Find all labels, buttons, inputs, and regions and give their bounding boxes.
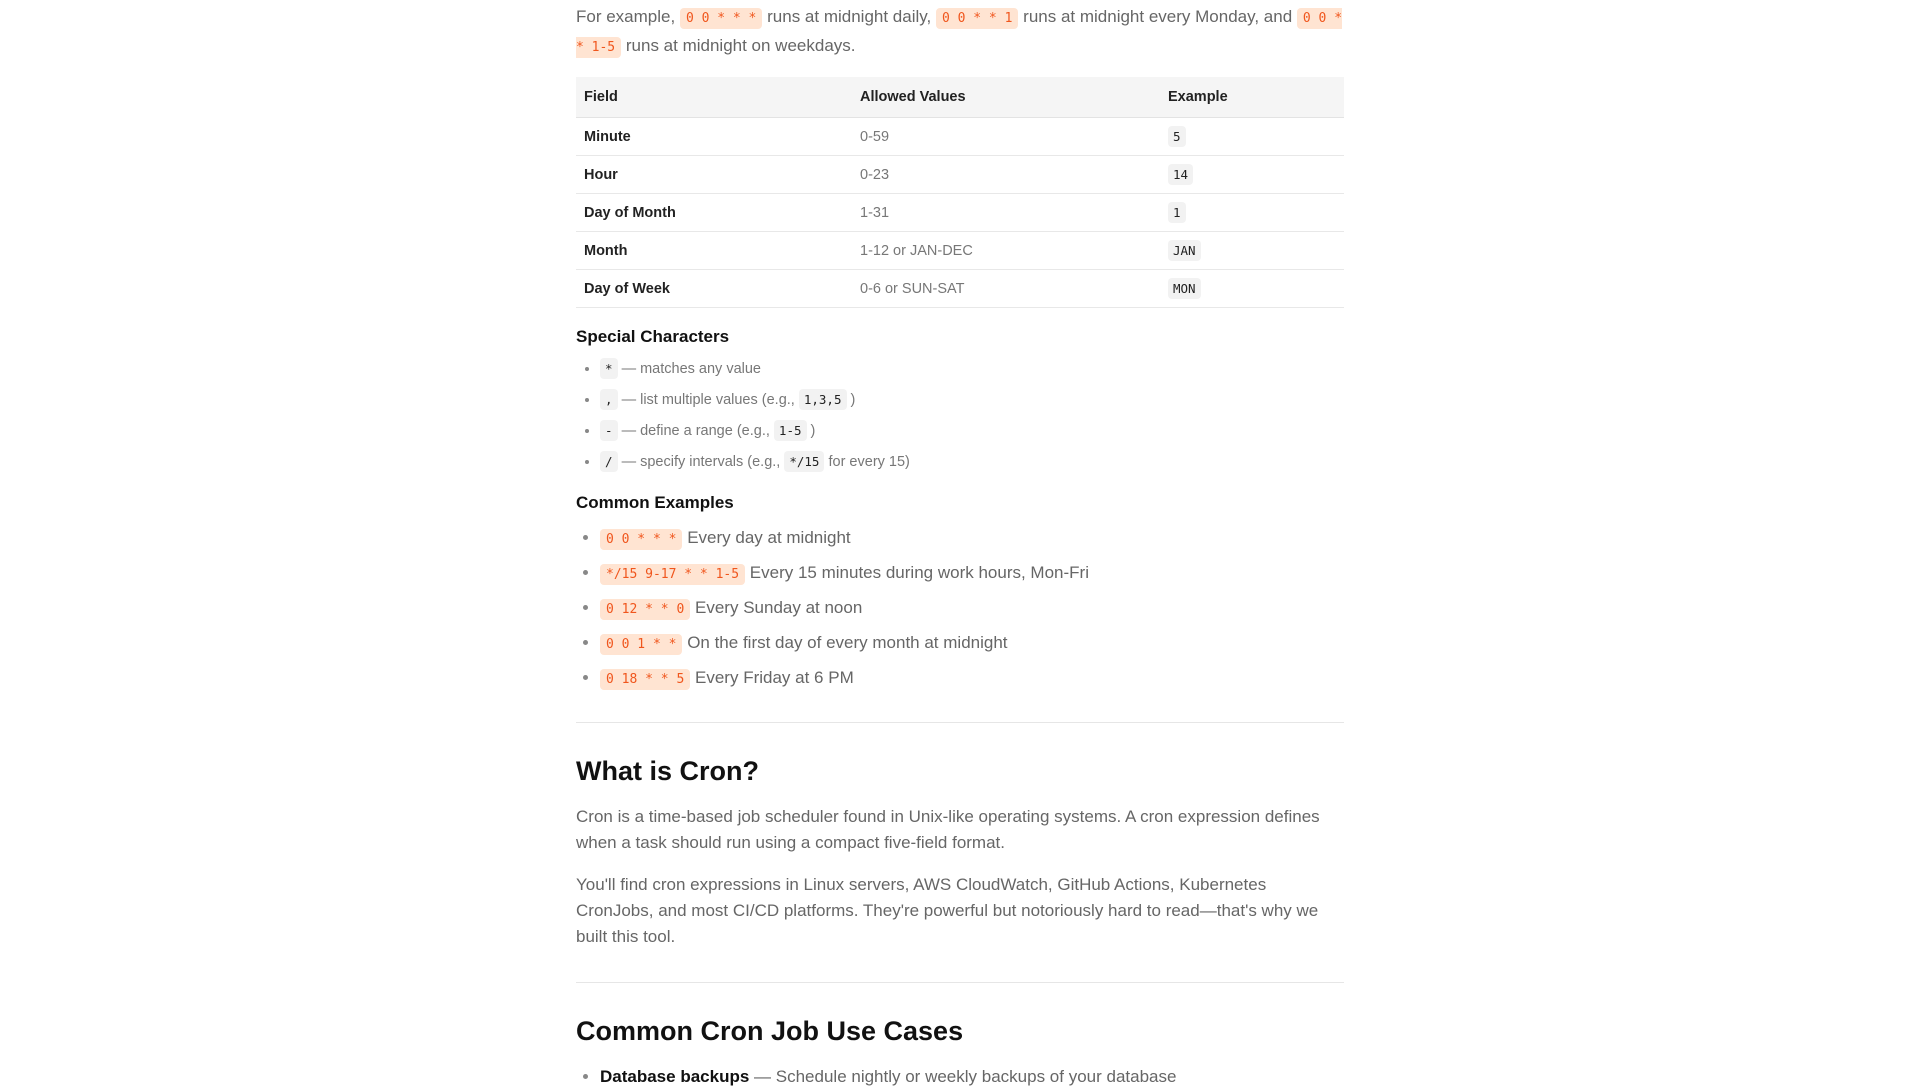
use-cases-list	[576, 1062, 1344, 1092]
item-text: Every day at midnight	[687, 527, 851, 547]
cron-code: 0 12 * * 0	[600, 599, 690, 620]
table-row	[576, 156, 1344, 194]
example-cell	[1160, 270, 1344, 308]
list-item	[600, 384, 1344, 415]
cron-code: 0 0 * * *	[680, 8, 762, 29]
table-row	[576, 118, 1344, 156]
section-divider	[576, 982, 1344, 983]
table-header-row	[576, 77, 1344, 118]
example-code: 1-5	[774, 420, 807, 441]
item-text: Every Sunday at noon	[695, 597, 863, 617]
allowed-values-cell: 0-23	[852, 156, 1160, 194]
example-code: 1	[1168, 202, 1186, 223]
item-text: — Schedule nightly or weekly backups of your database	[754, 1066, 1177, 1086]
char-code: /	[600, 451, 618, 472]
item-text: Every Friday at 6 PM	[695, 667, 854, 687]
example-code: MON	[1168, 278, 1201, 299]
use-cases-heading: Common Cron Job Use Cases	[576, 1015, 964, 1046]
list-item	[600, 555, 1344, 590]
char-code: ,	[600, 389, 618, 410]
example-cell	[1160, 156, 1344, 194]
allowed-values-cell: 0-59	[852, 118, 1160, 156]
article-content	[576, 0, 1344, 1092]
field-cell: Month	[576, 232, 852, 270]
cron-code: 0 0 * * 1-5	[576, 8, 1342, 58]
cron-code: 0 0 1 * *	[600, 634, 682, 655]
field-cell: Day of Month	[576, 194, 852, 232]
intro-text: runs at midnight daily,	[767, 7, 932, 26]
cron-fields-table	[576, 77, 1344, 308]
special-characters-heading: Special Characters	[576, 327, 730, 346]
char-code: *	[600, 358, 618, 379]
char-code: -	[600, 420, 618, 441]
cron-code: 0 18 * * 5	[600, 669, 690, 690]
list-item	[600, 520, 1344, 555]
cron-code: 0 0 * * 1	[936, 8, 1018, 29]
item-text: On the first day of every month at midnight	[687, 632, 1008, 652]
list-item	[600, 590, 1344, 625]
example-cell	[1160, 232, 1344, 270]
list-item	[600, 625, 1344, 660]
item-text: )	[810, 423, 816, 439]
cron-code: */15 9-17 * * 1-5	[600, 564, 745, 585]
item-text: — matches any value	[621, 361, 761, 377]
field-cell: Minute	[576, 118, 852, 156]
section-divider	[576, 722, 1344, 723]
allowed-values-cell: 0-6 or SUN-SAT	[852, 270, 1160, 308]
item-text: — list multiple values (e.g.,	[621, 392, 795, 408]
example-code: */15	[784, 451, 824, 472]
intro-text: runs at midnight every Monday, and	[1023, 7, 1293, 26]
field-cell: Day of Week	[576, 270, 852, 308]
example-code: JAN	[1168, 240, 1201, 261]
common-examples-list	[576, 520, 1344, 695]
column-header: Field	[576, 77, 852, 118]
example-cell	[1160, 194, 1344, 232]
list-item	[600, 446, 1344, 477]
common-examples-heading: Common Examples	[576, 493, 734, 512]
table-row	[576, 194, 1344, 232]
paragraph: You'll find cron expressions in Linux servers, AWS CloudWatch, GitHub Actions, Kubernetes CronJobs, and most CI/CD platforms. They're powerful but notoriously hard to read—that's why we built this tool.	[576, 874, 1319, 946]
column-header: Example	[1160, 77, 1344, 118]
intro-text: For example,	[576, 7, 676, 26]
example-cell	[1160, 118, 1344, 156]
list-item	[600, 415, 1344, 446]
item-text: — specify intervals (e.g.,	[621, 454, 781, 470]
list-item	[600, 353, 1344, 384]
field-cell: Hour	[576, 156, 852, 194]
intro-text: runs at midnight on weekdays.	[625, 36, 856, 55]
allowed-values-cell: 1-12 or JAN-DEC	[852, 232, 1160, 270]
column-header: Allowed Values	[852, 77, 1160, 118]
item-label: Database backups	[600, 1066, 750, 1086]
list-item	[600, 1062, 1344, 1092]
item-text: Every 15 minutes during work hours, Mon-Fri	[749, 562, 1089, 582]
cron-code: 0 0 * * *	[600, 529, 682, 550]
example-code: 5	[1168, 126, 1186, 147]
table-row	[576, 270, 1344, 308]
example-code: 14	[1168, 164, 1193, 185]
allowed-values-cell: 1-31	[852, 194, 1160, 232]
paragraph: Cron is a time-based job scheduler found in Unix-like operating systems. A cron expression defines when a task should run using a compact five-field format.	[576, 806, 1320, 852]
special-characters-list	[576, 353, 1344, 477]
item-text: — define a range (e.g.,	[621, 423, 770, 439]
example-code: 1,3,5	[799, 389, 847, 410]
item-text: for every 15)	[828, 454, 910, 470]
intro-paragraph	[576, 3, 1344, 61]
item-text: )	[850, 392, 856, 408]
what-is-cron-heading: What is Cron?	[576, 755, 759, 786]
list-item	[600, 660, 1344, 695]
table-row	[576, 232, 1344, 270]
